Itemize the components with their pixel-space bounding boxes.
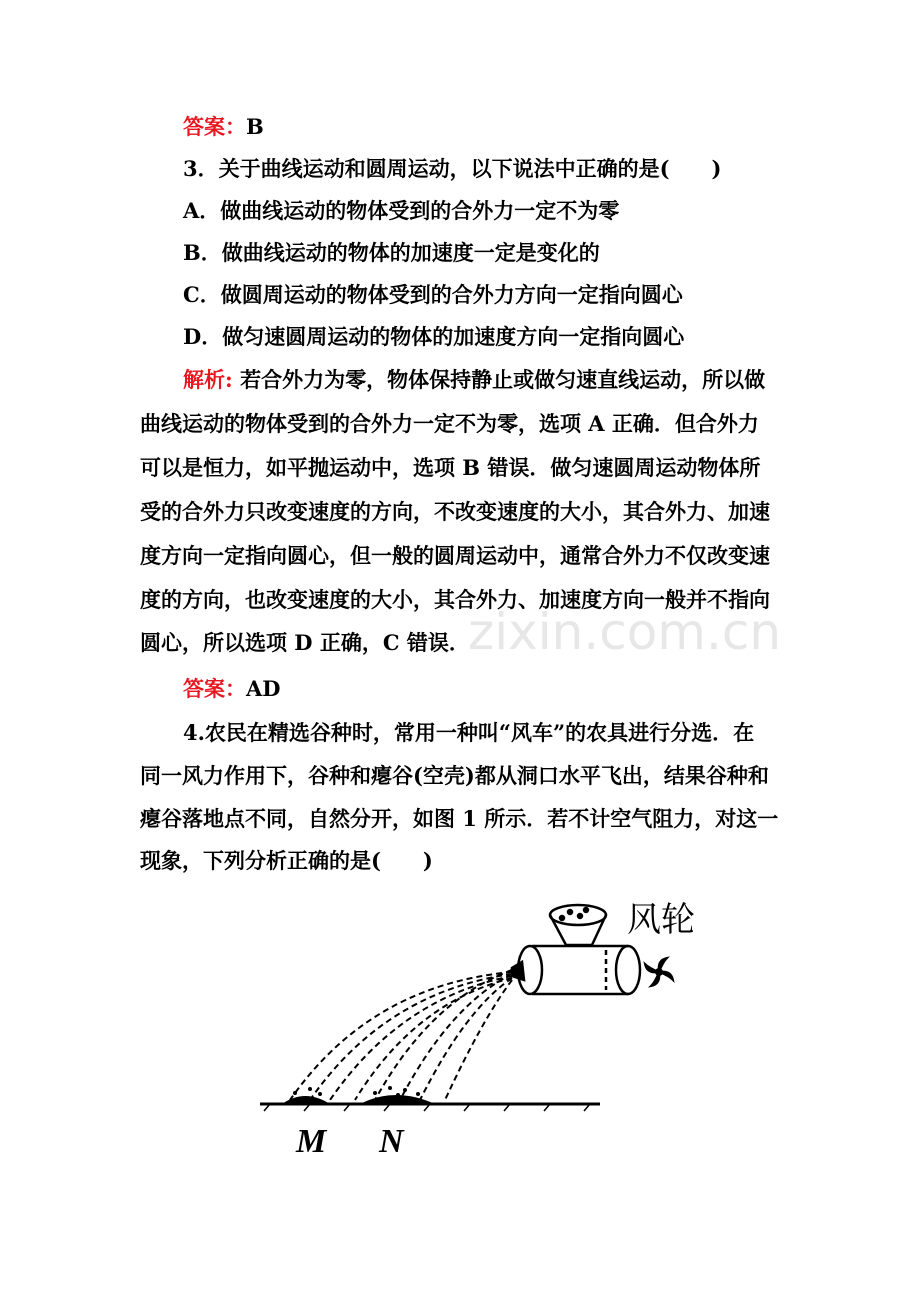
q3-analysis-line-4: 度方向一定指向圆心，但一般的圆周运动中，通常合外力不仅改变速: [140, 543, 770, 568]
watermark: zixin.com.cn: [468, 603, 782, 661]
q3-analysis-line-3: 受的合外力只改变速度的方向，不改变速度的大小，其合外力、加速: [140, 499, 770, 524]
label-m: M: [296, 1123, 327, 1160]
q3-analysis-line-2: 可以是恒力，如平抛运动中，选项 B 错误．做匀速圆周运动物体所: [140, 455, 761, 480]
q3-option-b: B．做曲线运动的物体的加速度一定是变化的: [183, 240, 600, 265]
hopper-icon: [550, 905, 606, 945]
q3-option-a: A．做曲线运动的物体受到的合外力一定不为零: [183, 198, 620, 223]
q3-option-c: C．做圆周运动的物体受到的合外力方向一定指向圆心: [183, 282, 683, 307]
analysis-text: 若合外力为零，物体保持静止或做匀速直线运动，所以做: [232, 367, 766, 392]
answer-prev: [183, 112, 264, 142]
q4-line-3: 现象，下列分析正确的是( ): [140, 848, 433, 873]
grain-piles: [282, 1086, 435, 1104]
label-n: N: [379, 1123, 404, 1160]
q3-analysis-line-1: 曲线运动的物体受到的合外力一定不为零，选项 A 正确．但合外力: [140, 411, 759, 436]
answer-label: 答案：: [183, 114, 246, 139]
q3-answer: [183, 674, 281, 704]
wind-wheel-label: 风轮: [627, 900, 695, 940]
q4-line-2: 瘪谷落地点不同，自然分开，如图 1 所示．若不计空气阻力，对这一: [140, 806, 779, 831]
fan-icon: [645, 958, 673, 986]
q4-line-0: 4.农民在精选谷种时，常用一种叫“风车”的农具进行分选．在: [183, 720, 755, 745]
analysis-label: 解析:: [183, 367, 233, 392]
drum-icon: [512, 946, 640, 994]
q3-analysis-line-0: [183, 365, 765, 395]
answer-label: 答案：: [183, 676, 246, 701]
q4-line-1: 同一风力作用下，谷种和瘪谷(空壳)都从洞口水平飞出，结果谷种和: [140, 763, 769, 788]
q3-analysis-line-6: 圆心，所以选项 D 正确，C 错误．: [140, 630, 470, 655]
q3-analysis-line-5: 度的方向，也改变速度的大小，其合外力、加速度方向一般并不指向: [140, 587, 770, 612]
answer-value: B: [246, 114, 264, 139]
ground: [260, 1104, 600, 1111]
answer-value: AD: [246, 676, 281, 701]
trajectories: [290, 970, 512, 1100]
q3-option-d: D．做匀速圆周运动的物体的加速度方向一定指向圆心: [183, 324, 685, 349]
q3-stem: 3．关于曲线运动和圆周运动，以下说法中正确的是( ): [183, 156, 722, 181]
